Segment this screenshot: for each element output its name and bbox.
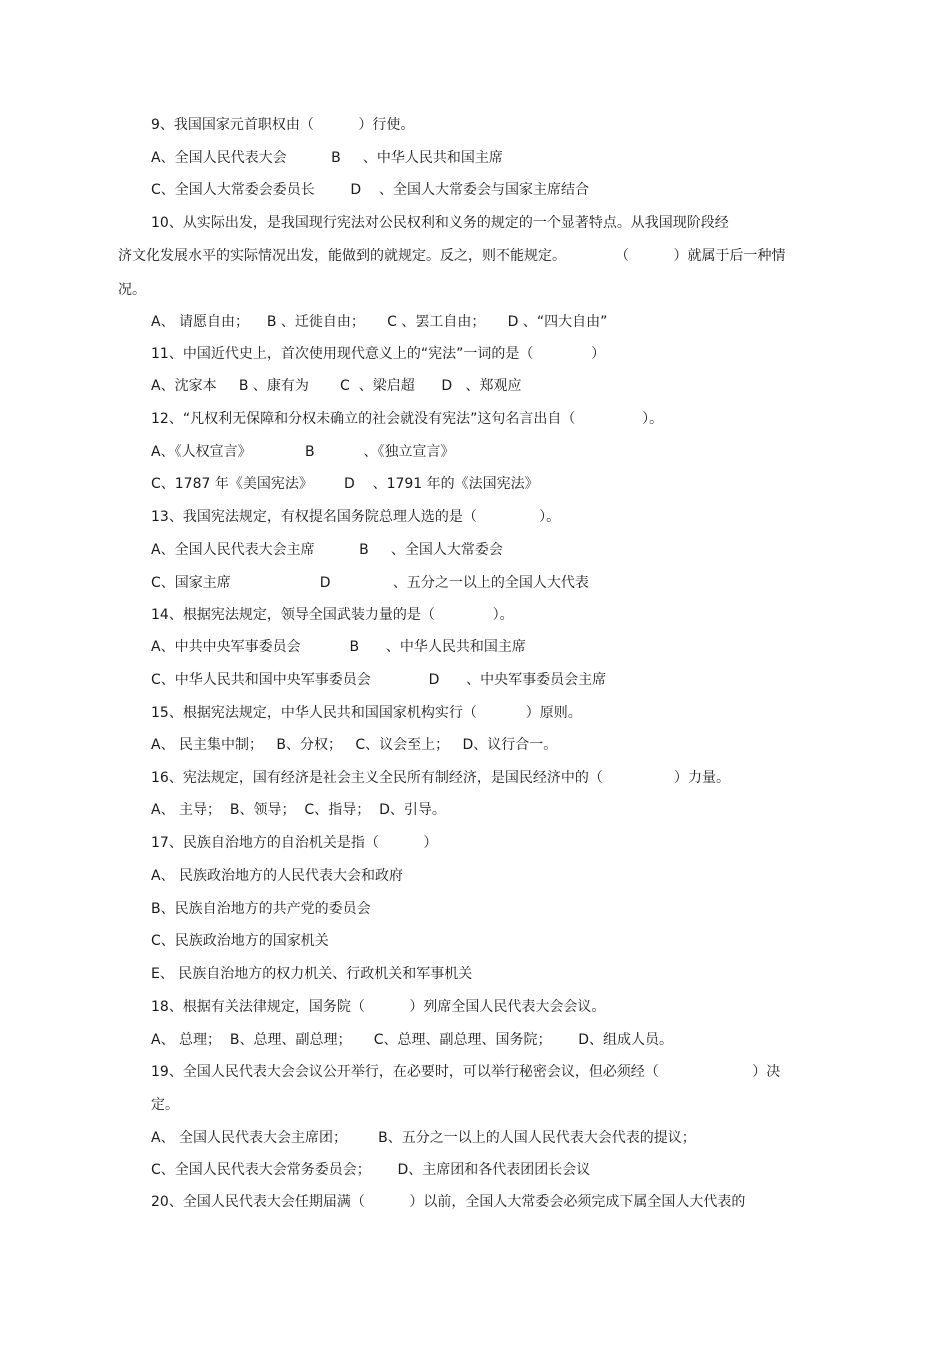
q9-options-ab: A、全国人民代表大会 B 、中华人民共和国主席 xyxy=(151,150,503,166)
question-20: 20、全国人民代表大会任期届满（ ）以前，全国人大常委会必须完成下属全国人大代表的 xyxy=(151,1194,746,1210)
q18-options: A、 总理； B、总理、副总理； C、总理、副总理、国务院； D、组成人员。 xyxy=(151,1032,674,1048)
question-14: 14、根据宪法规定，领导全国武装力量的是（ ）。 xyxy=(151,607,514,623)
question-18: 18、根据有关法律规定，国务院（ ）列席全国人民代表大会会议。 xyxy=(151,999,606,1015)
q15-options: A、 民主集中制； B、分权； C、议会至上； D、议行合一。 xyxy=(151,737,558,753)
q16-options: A、 主导； B、领导； C、指导； D、引导。 xyxy=(151,802,446,818)
q19-options-ab: A、 全国人民代表大会主席团； B、五分之一以上的人国人民代表大会代表的提议； xyxy=(151,1130,696,1146)
question-12: 12、“凡权利无保障和分权未确立的社会就没有宪法”这句名言出自（ ）。 xyxy=(151,411,664,427)
q17-option-c: C、民族政治地方的国家机关 xyxy=(151,933,329,949)
q11-options: A、沈家本 B 、康有为 C 、梁启超 D 、郑观应 xyxy=(151,378,522,394)
q10-options: A、 请愿自由； B 、迁徙自由； C 、罢工自由； D 、“四大自由” xyxy=(151,314,608,330)
q13-options-cd: C、国家主席 D 、五分之一以上的全国人大代表 xyxy=(151,575,589,591)
question-15: 15、根据宪法规定，中华人民共和国国家机构实行（ ）原则。 xyxy=(151,705,582,721)
question-11: 11、中国近代史上，首次使用现代意义上的“宪法”一词的是（ ） xyxy=(151,346,606,362)
question-9: 9、我国国家元首职权由（ ）行使。 xyxy=(151,117,415,133)
q14-options-ab: A、中共中央军事委员会 B 、中华人民共和国主席 xyxy=(151,639,526,655)
question-10: 10、从实际出发，是我国现行宪法对公民权利和义务的规定的一个显著特点。从我国现阶段经 xyxy=(151,215,729,231)
q12-options-cd: C、1787 年《美国宪法》 D 、1791 年的《法国宪法》 xyxy=(151,476,539,492)
q12-options-ab: A、《人权宣言》 B 、《独立宣言》 xyxy=(151,444,455,460)
question-16: 16、宪法规定，国有经济是社会主义全民所有制经济，是国民经济中的（ ）力量。 xyxy=(151,770,731,786)
q17-option-b: B、民族自治地方的共产党的委员会 xyxy=(151,901,371,917)
question-17: 17、民族自治地方的自治机关是指（ ） xyxy=(151,835,438,851)
question-10-cont: 济文化发展水平的实际情况出发，能做到的就规定。反之，则不能规定。 （ ）就属于后一种情 xyxy=(118,248,786,264)
q17-option-e: E、 民族自治地方的权力机关、行政机关和军事机关 xyxy=(151,966,473,982)
q19-options-cd: C、全国人民代表大会常务委员会； D、主席团和各代表团团长会议 xyxy=(151,1162,591,1178)
q9-options-cd: C、全国人大常委会委员长 D 、全国人大常委会与国家主席结合 xyxy=(151,182,589,198)
q17-option-a: A、 民族政治地方的人民代表大会和政府 xyxy=(151,868,404,884)
question-19-end: 定。 xyxy=(151,1097,179,1113)
question-19: 19、全国人民代表大会会议公开举行，在必要时，可以举行秘密会议，但必须经（ ）决 xyxy=(151,1064,781,1080)
q14-options-cd: C、中华人民共和国中央军事委员会 D 、中央军事委员会主席 xyxy=(151,672,607,688)
question-13: 13、我国宪法规定，有权提名国务院总理人选的是（ ）。 xyxy=(151,509,561,525)
q13-options-ab: A、全国人民代表大会主席 B 、全国人大常委会 xyxy=(151,542,503,558)
question-10-end: 况。 xyxy=(118,282,146,298)
